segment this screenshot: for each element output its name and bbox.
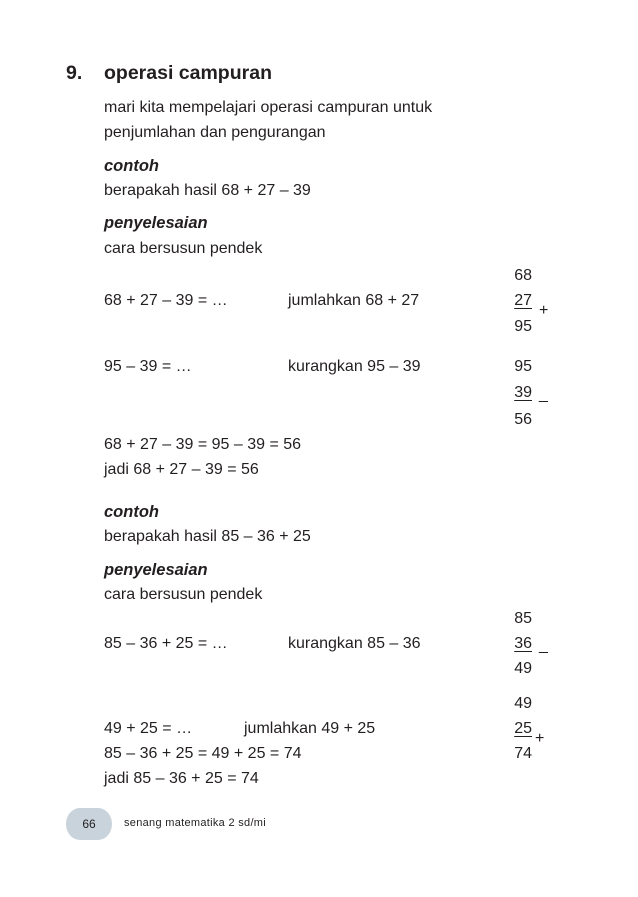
ex1-step1-top-number: 68: [514, 267, 532, 284]
ex2-step1-instruction: kurangkan 85 – 36: [288, 635, 421, 652]
ex1-step2-bottom-number: 39: [514, 384, 532, 401]
example-2-question: berapakah hasil 85 – 36 + 25: [104, 528, 311, 545]
ex2-step2-instruction: jumlahkan 49 + 25: [244, 720, 376, 737]
ex2-step2-bottom-number: 25: [514, 720, 532, 737]
example-1-solution-label: penyelesaian: [104, 214, 208, 232]
ex1-step2-top-number: 95: [514, 358, 532, 375]
ex2-step1-bottom-number: 36: [514, 635, 532, 652]
page-number-badge: [66, 808, 112, 840]
ex2-step2-top-number: 49: [514, 695, 532, 712]
ex2-step1-expression: 85 – 36 + 25 = …: [104, 635, 228, 652]
ex1-conclusion-1: 68 + 27 – 39 = 95 – 39 = 56: [104, 436, 302, 453]
ex1-step2-instruction: kurangkan 95 – 39: [288, 358, 421, 375]
section-title: operasi campuran: [104, 62, 272, 84]
ex2-step1-result: 49: [514, 660, 532, 677]
example-2-method: cara bersusun pendek: [104, 586, 263, 603]
book-title: senang matematika 2 sd/mi: [124, 817, 267, 829]
ex2-conclusion-1: 85 – 36 + 25 = 49 + 25 = 74: [104, 745, 302, 762]
ex1-step1-operator: +: [539, 302, 549, 319]
ex2-step2-expression: 49 + 25 = …: [104, 720, 193, 737]
ex1-step1-instruction: jumlahkan 68 + 27: [288, 292, 420, 309]
ex2-step2-result: 74: [514, 745, 532, 762]
intro-line-1: mari kita mempelajari operasi campuran untuk: [104, 99, 433, 116]
example-2-solution-label: penyelesaian: [104, 561, 208, 579]
section-heading: [66, 62, 272, 85]
ex1-step1-bottom-number: 27: [514, 292, 532, 309]
example-2-label: contoh: [104, 503, 159, 521]
example-1-method: cara bersusun pendek: [104, 240, 263, 257]
section-number: 9.: [66, 62, 83, 84]
ex1-step1-result: 95: [514, 318, 532, 335]
ex1-conclusion-2: jadi 68 + 27 – 39 = 56: [104, 461, 259, 478]
ex2-step2-operator: +: [535, 730, 545, 747]
ex1-step1-expression: 68 + 27 – 39 = …: [104, 292, 228, 309]
ex1-step2-expression: 95 – 39 = …: [104, 358, 192, 375]
example-1-question: berapakah hasil 68 + 27 – 39: [104, 182, 311, 199]
ex1-step2-result: 56: [514, 411, 532, 428]
ex2-step1-top-number: 85: [514, 610, 532, 627]
ex2-step1-operator: _: [539, 637, 548, 654]
ex1-step2-operator: _: [539, 386, 548, 403]
example-1-label: contoh: [104, 157, 159, 175]
ex2-conclusion-2: jadi 85 – 36 + 25 = 74: [104, 770, 259, 787]
intro-line-2: penjumlahan dan pengurangan: [104, 124, 326, 141]
page-number: 66: [82, 817, 96, 831]
